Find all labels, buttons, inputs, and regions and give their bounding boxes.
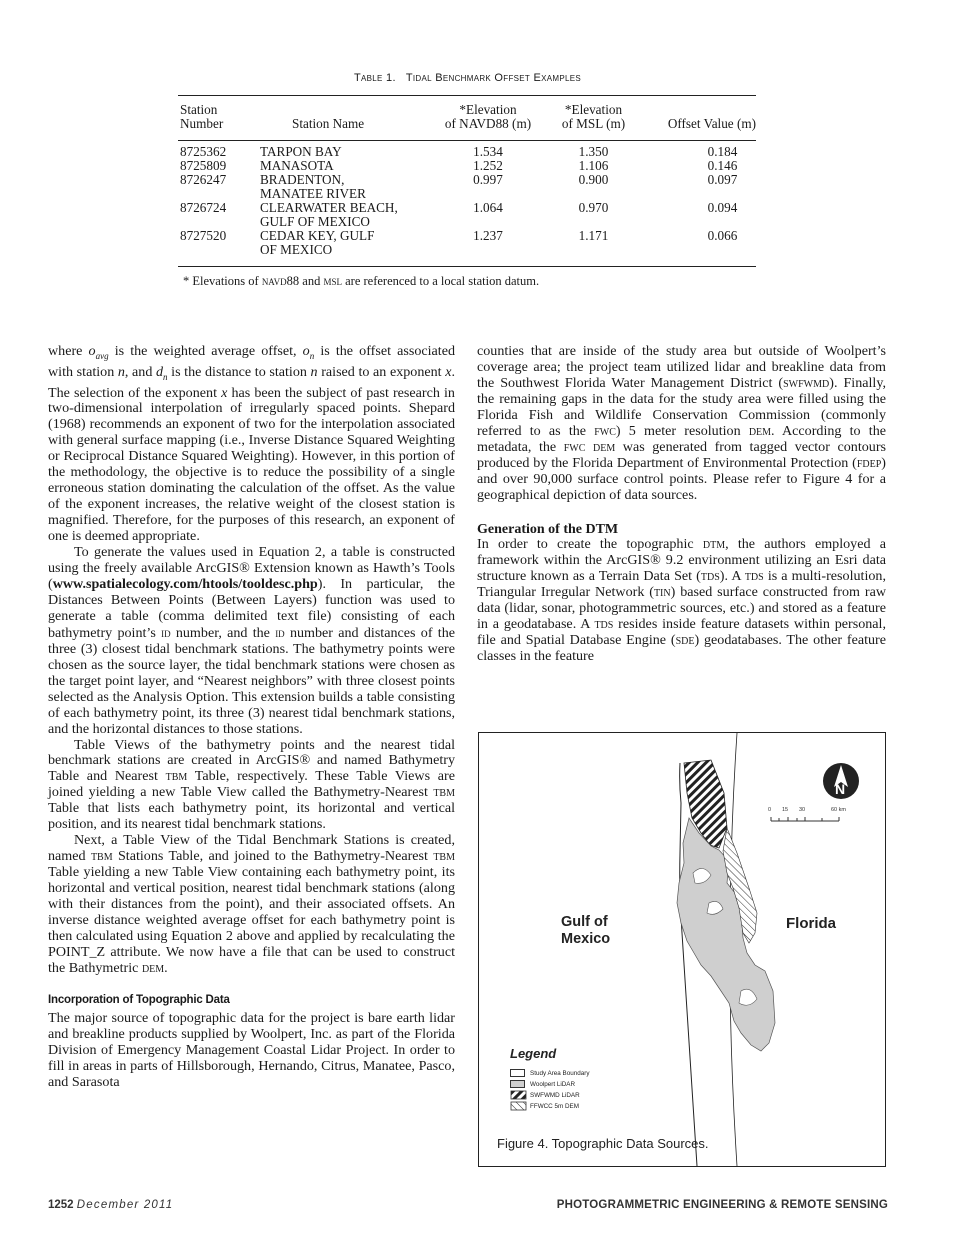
legend-item-swfwmd: [510, 1090, 580, 1100]
north-letter: N: [835, 781, 846, 797]
station-name-cell: [260, 173, 430, 201]
text-run: , the authors employed a framework within the ArcGIS® 9.2 environment utilizing an Esri data structure known as a Terrain Data Set (: [477, 536, 886, 585]
header-text: Station Name: [292, 116, 365, 131]
issue-date: December 2011: [76, 1199, 174, 1211]
table-footnote: [183, 274, 539, 289]
station-name-line: MANASOTA: [260, 158, 334, 173]
section-heading: Generation of the DTM: [477, 521, 619, 537]
text-run: tds: [594, 616, 614, 633]
text-run: In order to create the topographic: [477, 536, 703, 553]
header-elevation-navd88: [430, 103, 546, 139]
text-run: is the weighted average offset,: [108, 343, 303, 359]
station-name-line: GULF OF MEXICO: [260, 214, 370, 229]
scale-bar: [771, 817, 839, 821]
text-run: tbm: [90, 848, 113, 865]
footer-left: [48, 1199, 173, 1211]
paragraph: [48, 833, 455, 977]
station-name-cell: [260, 159, 430, 173]
station-number-cell: 8725809: [180, 158, 227, 173]
text-run: dem: [592, 438, 616, 455]
text-run: fdep: [856, 454, 882, 471]
text-run: Stations Table, and joined to the Bathymetry-Nearest: [112, 848, 434, 865]
text-run: tds: [744, 568, 764, 585]
text-run: . According to the metadata, the: [477, 422, 886, 455]
scale-label-30: 30: [799, 807, 806, 813]
text-run: Table, respectively. These Table Views are joined yielding a new Table View called the Bathymetry-Nearest: [48, 768, 455, 801]
text-run: was generated from tagged vector contours produced by the Florida Department of Environmental Protection (: [477, 438, 887, 471]
station-name-line: CEDAR KEY, GULF: [260, 228, 375, 243]
figure-caption: Figure 4. Topographic Data Sources.: [497, 1136, 709, 1151]
text-run: Table that lists each bathymetry point, its horizontal and vertical position, and its nearest tidal benchmark stations.: [48, 800, 455, 833]
text-run: fwc: [594, 422, 616, 439]
offset-value-cell: 0.097: [707, 172, 738, 187]
text-run: tin: [653, 584, 671, 601]
header-station-number: [180, 103, 260, 139]
figure-4: [478, 732, 886, 1167]
elevation-msl-cell: 1.350: [578, 144, 609, 159]
paragraph: [48, 344, 455, 545]
text-run: dtm: [702, 536, 726, 553]
station-number-cell: 8726724: [180, 200, 227, 215]
elevation-msl-cell: 1.106: [578, 158, 609, 173]
header-text: of MSL (m): [561, 116, 626, 131]
footnote-text: are referenced to a local station datum.: [341, 274, 540, 288]
table-top-rule: [178, 95, 756, 96]
florida-label: Florida: [786, 915, 837, 932]
legend-swatch: [510, 1069, 525, 1077]
text-run: , and: [124, 363, 156, 380]
text-run: [89, 343, 109, 359]
elevation-navd88-cell: 1.252: [473, 158, 503, 173]
offset-value-cell: 0.066: [707, 228, 738, 243]
header-text: Station: [180, 102, 218, 117]
station-name-cell: [260, 201, 430, 229]
text-run: dem: [748, 422, 772, 439]
text-run: .: [164, 959, 168, 976]
text-run: n: [310, 363, 318, 380]
journal-name: PHOTOGRAMMETRIC ENGINEERING & REMOTE SENSING: [556, 1199, 888, 1211]
text-run: avg: [95, 350, 109, 361]
footnote-text: and: [299, 274, 324, 288]
text-run: resides inside feature datasets within personal, file and Spatial Database Engine (: [477, 616, 886, 649]
paragraph: [48, 738, 455, 834]
footnote-msl: msl: [323, 274, 342, 288]
gulf-of-mexico-label: [561, 914, 610, 948]
text-run: Next, a Table View of the Tidal Benchmark Stations is created, named: [48, 832, 455, 865]
legend-swatch: [510, 1102, 525, 1110]
tidal-benchmark-table: [180, 103, 756, 257]
text-run: d: [156, 363, 164, 380]
legend-title: Legend: [510, 1046, 557, 1061]
offset-value-cell: 0.094: [707, 200, 738, 215]
elevation-navd88-cell: 0.997: [473, 172, 503, 187]
header-text: Number: [180, 116, 224, 131]
text-run: [585, 439, 593, 455]
elevation-msl-cell: 1.171: [578, 228, 609, 243]
header-text: of NAVD88 (m): [444, 116, 532, 131]
map-label-text: Mexico: [561, 931, 611, 947]
text-run: raised to an exponent: [317, 363, 446, 380]
text-run: [156, 364, 168, 380]
elevation-navd88-cell: 1.064: [473, 200, 503, 215]
legend-swatch: [510, 1080, 525, 1088]
elevation-navd88-cell: 1.237: [473, 228, 503, 243]
header-offset-value: [641, 103, 756, 139]
table-caption-label: Table 1.: [354, 72, 396, 84]
text-run: swfwmd: [783, 374, 830, 391]
header-text: Offset Value (m): [667, 116, 756, 131]
text-run: To generate the values used in Equation 2, a table is constructed using the freely available ArcGIS® Extension known as Hawth’s Tools (: [48, 544, 455, 592]
table-caption-title: Tidal Benchmark Offset Examples: [405, 72, 581, 84]
text-run: has been the subject of past research in two-dimensional interpolation of irregularly spaced points. Shepard (1968) recommends an exponent of two for the interpolation associated with general surface mapping (i.e., Inverse Distance Squared Weighting or Reciprocal Distance Squared Weighting). However, in this portion of the methodology, the objective is to reduce the possibility of a single erroneous station dominating the calculation of the offset. As the value of the exponent increases, the relative weight of the closest station is magnified. Therefore, for the purposes of this research, an exponent of one is deemed appropriate.: [48, 384, 455, 545]
station-number-cell: 8726247: [180, 172, 227, 187]
text-run: ). Finally, the remaining gaps in the data for the study area were filled using the Florida Fish and Wildlife Conservation Commission (commonly referred to as the: [477, 374, 886, 439]
text-run: id: [161, 624, 171, 640]
offset-value-cell: 0.184: [707, 144, 738, 159]
header-text: *Elevation: [459, 102, 517, 117]
text-run: tbm: [165, 768, 188, 785]
station-name-cell: [260, 229, 430, 257]
table-header-rule: [178, 140, 756, 141]
text-run: x: [445, 363, 452, 380]
text-run: n: [117, 363, 125, 380]
text-run: id: [275, 624, 285, 640]
paragraph: [477, 344, 886, 504]
section-heading: Incorporation of Topographic Data: [48, 993, 230, 1006]
elevation-navd88-cell: 1.534: [473, 144, 503, 159]
elevation-msl-cell: 0.900: [578, 172, 609, 187]
text-run: number and distances of the three (3) closest tidal benchmark stations. The bathymetry points were chosen as the source layer, the tidal benchmark stations were chosen as the target point layer, and “Nearest neighbors” with three closest points selected as the Analysis Option. This extension builds a table consisting of each bathymetry point, its three (3) nearest tidal benchmark stations, and the horizontal distances to those stations.: [48, 624, 455, 737]
text-run: number, and the: [170, 624, 276, 641]
text-run: is a multi-resolution, Triangular Irregular Network (: [477, 568, 886, 601]
page-number: 1252: [48, 1199, 74, 1211]
text-run: [303, 343, 315, 359]
table-caption: [180, 72, 755, 84]
table-header-row: [180, 103, 756, 139]
paragraph: [48, 545, 455, 737]
text-run: . The selection of the exponent: [48, 363, 456, 401]
text-run: tds: [700, 568, 720, 585]
text-run: ). In particular, the Distances Between Points (Between Layers) function was used to generate a table (comma delimited text file) consisting of each bathymetry point’s: [48, 575, 455, 641]
text-run: n: [309, 350, 315, 361]
header-text: *Elevation: [564, 102, 623, 117]
footnote-text: * Elevations of: [183, 274, 262, 288]
text-run: where: [48, 343, 89, 359]
scale-label-0: 0: [768, 807, 772, 813]
station-number-cell: 8725362: [180, 144, 227, 159]
table-row: [180, 229, 756, 257]
text-run: o: [302, 343, 310, 359]
table-row: [180, 139, 756, 159]
text-run: is the distance to station: [167, 363, 311, 380]
hawths-tools-link[interactable]: www.spatialecology.com/htools/tooldesc.php: [52, 575, 318, 592]
paragraph: The major source of topographic data for the project is bare earth lidar and breakline products supplied by Woolpert, Inc. as part of the Florida Division of Emergency Management Coastal Lidar Project. In order to fill in areas in parts of Hillsborough, Hernando, Citrus, Manatee, Pasco, and Sarasota: [48, 1009, 455, 1090]
station-name-cell: [260, 139, 430, 159]
header-elevation-msl: [546, 103, 641, 139]
text-run: ) geodatabases. The other feature classes in the feature: [477, 632, 886, 665]
offset-value-cell: 0.146: [707, 158, 738, 173]
text-run: tbm: [433, 848, 455, 865]
text-run: dem: [141, 959, 165, 976]
text-run: x: [221, 384, 228, 401]
station-name-line: TARPON BAY: [260, 144, 342, 159]
text-run: ). A: [719, 568, 745, 585]
legend-item-study-area: [510, 1068, 590, 1078]
station-number-cell: 8727520: [180, 228, 227, 243]
text-run: counties that are inside of the study area but outside of Woolpert’s coverage area; the project team utilized lidar and breakline data from the Southwest Florida Water Management District (: [477, 343, 886, 391]
legend-swatch: [510, 1091, 525, 1099]
legend-label: Woolpert LiDAR: [530, 1080, 576, 1088]
text-run: n: [163, 371, 168, 382]
text-run: ) based surface constructed from raw data (lidar, sonar, photogrammetric sources, etc.) and stored as a feature in a geodatabase. A: [477, 584, 887, 633]
station-name-line: BRADENTON,: [260, 172, 345, 187]
text-run: ) and over 90,000 surface control points. Please refer to Figure 4 for a geographical depiction of data sources.: [477, 454, 886, 503]
left-column: [48, 344, 455, 1091]
table-bottom-rule: [178, 266, 756, 267]
scale-label-15: 15: [782, 807, 789, 813]
legend-label: FFWCC 5m DEM: [530, 1102, 579, 1110]
text-run: Table yielding a new Table View containing each bathymetry point, its horizontal and vertical position, nearest tidal benchmark stations (along with their distances from the point), and their associated offsets. An inverse distance weighted average offset for each bathymetry point is then calculated using Equation 2 above and applied by recalculating the POINT_Z attribute. We now have a file that can be used to construct the Bathymetric: [48, 864, 455, 976]
text-run: fwc: [563, 438, 586, 455]
scale-label-60km: 60 km: [831, 807, 846, 813]
legend-label: Study Area Boundary: [530, 1069, 590, 1077]
footnote-navd88: navd88: [261, 274, 300, 288]
table-row: [180, 173, 756, 201]
legend-item-woolpert: [510, 1079, 575, 1089]
map-label-text: Gulf of: [561, 914, 608, 930]
elevation-msl-cell: 0.970: [578, 200, 609, 215]
text-run: is the offset associated with station: [48, 343, 456, 380]
station-name-line: OF MEXICO: [260, 242, 333, 257]
text-run: tbm: [433, 784, 455, 801]
text-run: Table Views of the bathymetry points and the nearest tidal benchmark stations are created in ArcGIS® and named Bathymetry Table and Nearest: [48, 736, 455, 785]
station-name-line: CLEARWATER BEACH,: [260, 200, 398, 215]
table-row: [180, 201, 756, 229]
text-run: sde: [675, 632, 695, 649]
legend-label: SWFWMD LiDAR: [530, 1091, 580, 1099]
station-name-line: MANATEE RIVER: [260, 186, 366, 201]
table-row: [180, 159, 756, 173]
legend-item-ffwcc: [510, 1101, 579, 1111]
paragraph: [477, 537, 886, 665]
header-station-name: [260, 103, 430, 139]
text-run: ) 5 meter resolution: [615, 422, 749, 439]
right-column: [477, 344, 886, 665]
text-run: o: [88, 343, 96, 359]
